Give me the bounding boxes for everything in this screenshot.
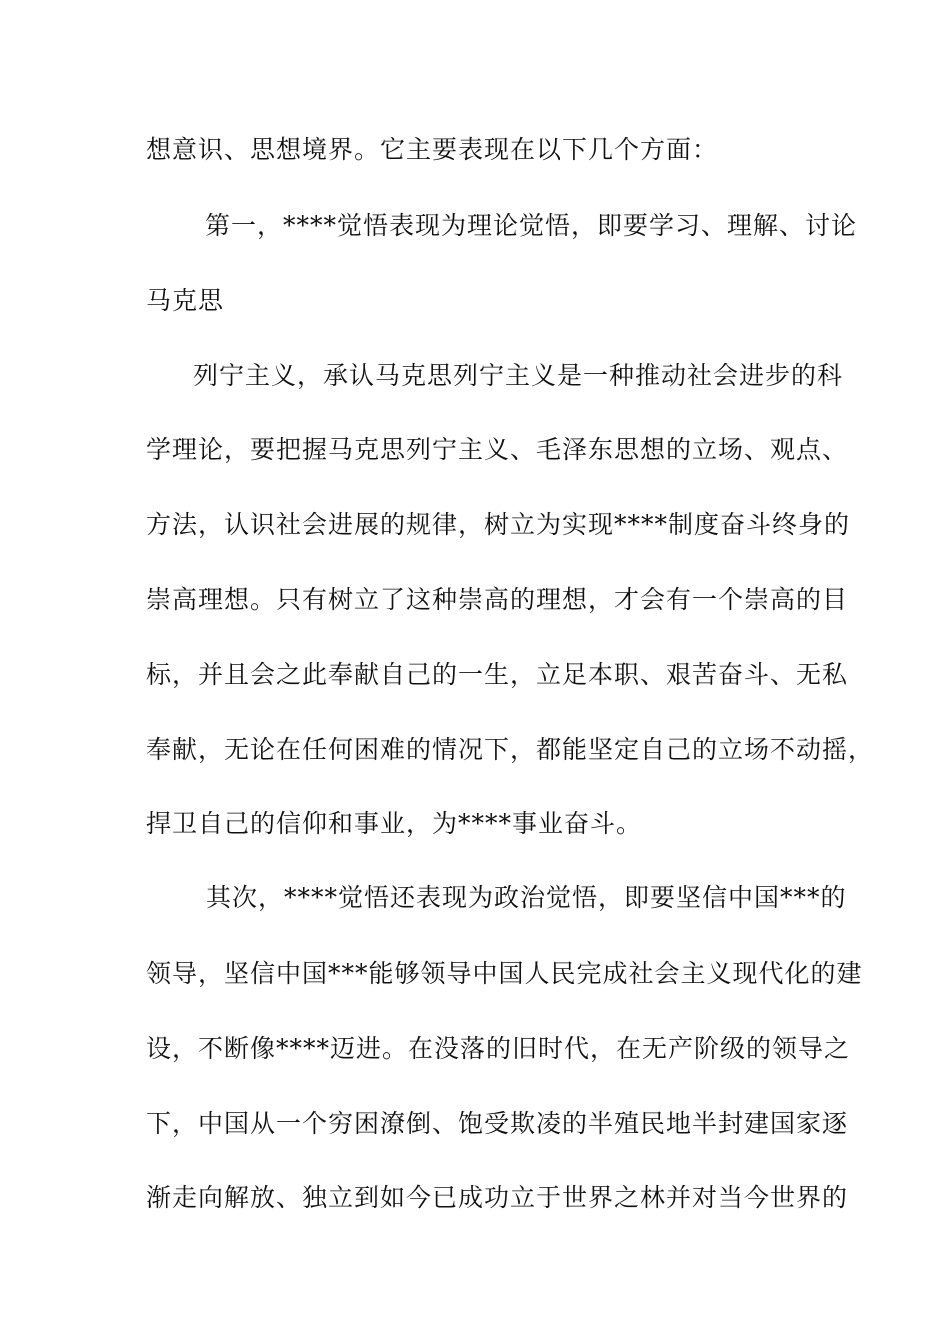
text-line: 学理论，要把握马克思列宁主义、毛泽东思想的立场、观点、: [146, 435, 849, 464]
text-line: 设，不断像****迈进。在没落的旧时代，在无产阶级的领导之: [146, 1034, 851, 1063]
text-line: 标，并且会之此奉献自己的一生，立足本职、艰苦奋斗、无私: [146, 660, 849, 689]
text-line: 领导，坚信中国***能够领导中国人民完成社会主义现代化的建: [146, 959, 863, 988]
paragraph-start-line: 第一，****觉悟表现为理论觉悟，即要学习、理解、讨论: [205, 211, 858, 240]
text-line: 下，中国从一个穷困潦倒、饱受欺凌的半殖民地半封建国家逐: [146, 1109, 849, 1138]
paragraph-start-line: 其次，****觉悟还表现为政治觉悟，即要坚信中国***的: [206, 883, 847, 912]
text-line: 奉献，无论在任何困难的情况下，都能坚定自己的立场不动摇，: [146, 735, 875, 764]
text-line: 方法，认识社会进展的规律，树立为实现****制度奋斗终身的: [146, 510, 851, 539]
text-line: 马克思: [146, 286, 225, 315]
paragraph-start-line: 列宁主义，承认马克思列宁主义是一种推动社会进步的科: [193, 361, 844, 390]
text-line: 捍卫自己的信仰和事业，为****事业奋斗。: [146, 809, 643, 838]
text-line: 渐走向解放、独立到如今已成功立于世界之林并对当今世界的: [146, 1183, 849, 1212]
text-line: 崇高理想。只有树立了这种崇高的理想，才会有一个崇高的目: [146, 585, 849, 614]
text-line: 想意识、思想境界。它主要表现在以下几个方面：: [146, 135, 719, 164]
